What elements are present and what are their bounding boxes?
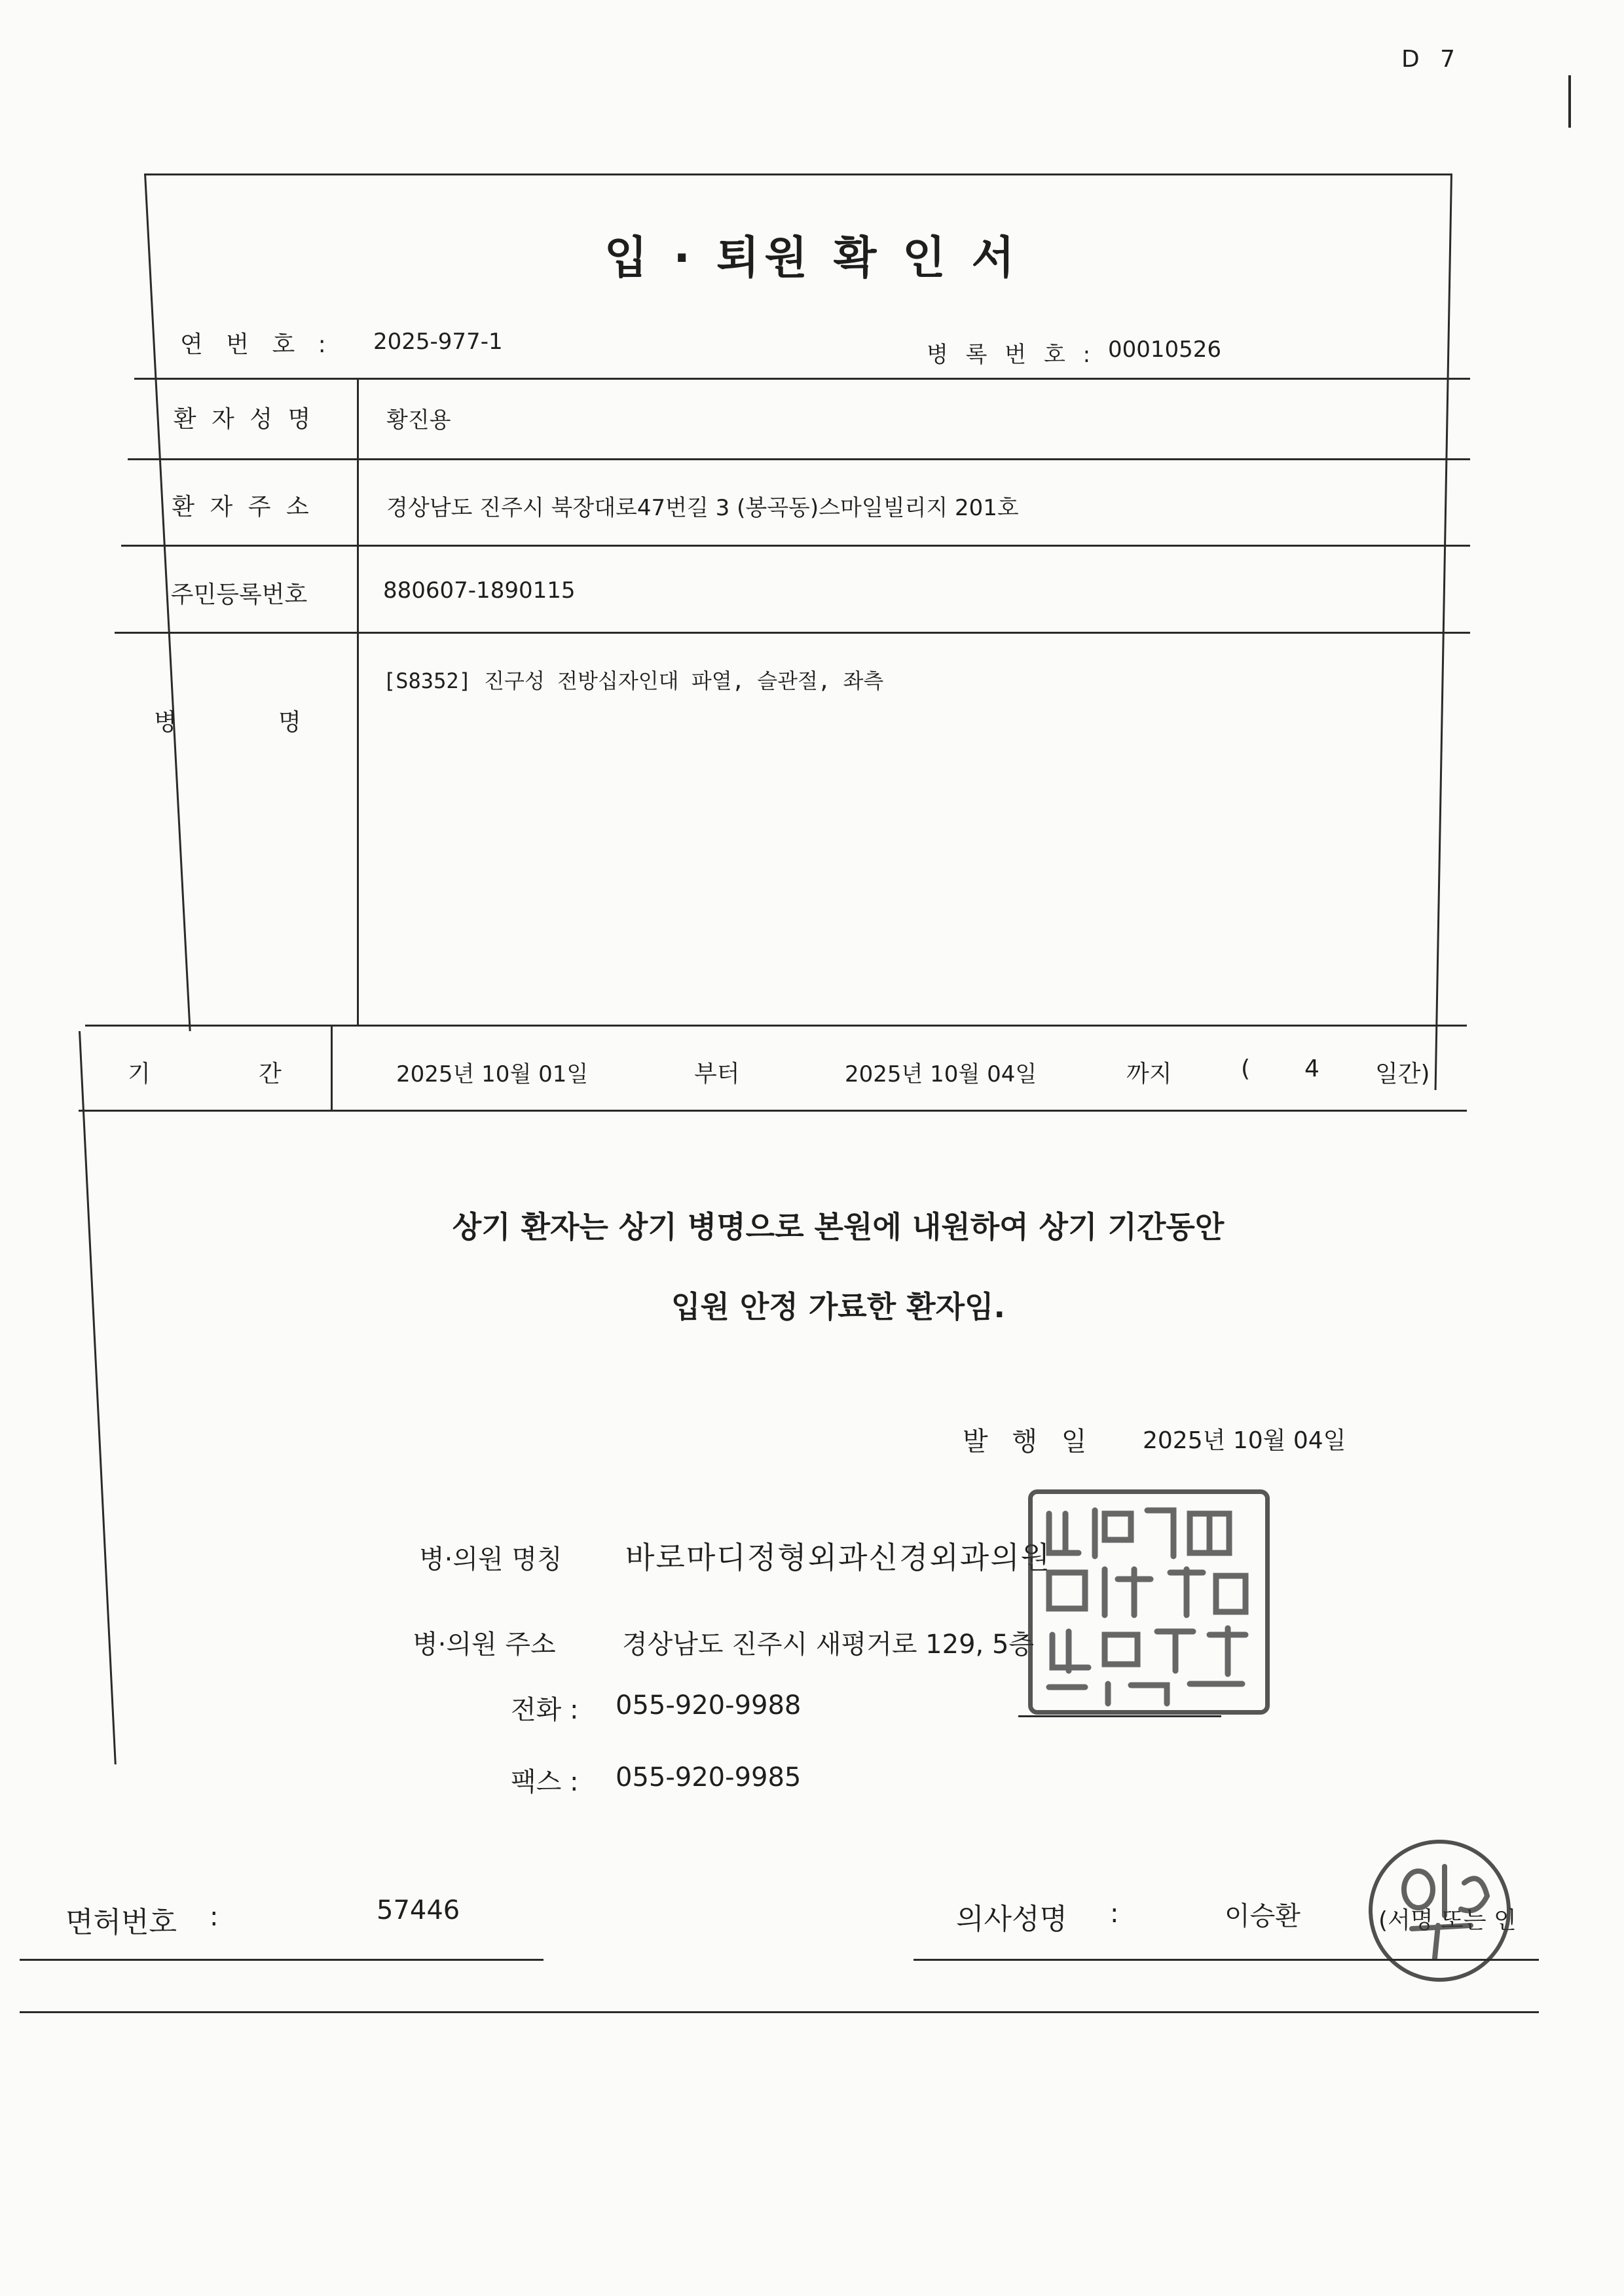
period-end: 2025년 10월 04일 <box>845 1061 1037 1087</box>
table-line-5 <box>85 1025 1467 1027</box>
serial-label: 연 번 호 : <box>180 331 334 358</box>
serial-value: 2025-977-1 <box>373 329 503 355</box>
table-divider <box>357 378 359 1026</box>
record-value: 00010526 <box>1108 337 1222 363</box>
rrn-value: 880607-1890115 <box>383 577 576 604</box>
doctor-underline <box>913 1959 1539 1961</box>
frame-top <box>144 173 1450 175</box>
diagnosis-label-right: 명 <box>278 709 301 736</box>
license-colon: : <box>210 1902 219 1932</box>
patient-name-value: 황진용 <box>386 407 451 433</box>
period-divider <box>331 1025 333 1111</box>
table-line-4 <box>115 632 1470 634</box>
bottom-rule <box>20 2011 1539 2013</box>
sign-note: (서명 또는 인 <box>1378 1907 1517 1934</box>
period-open-paren: ( <box>1241 1055 1251 1082</box>
clinic-name-label: 병·의원 명칭 <box>419 1544 563 1575</box>
period-days-suffix: 일간) <box>1375 1061 1430 1087</box>
clinic-address: 경상남도 진주시 새평거로 129, 5층 <box>622 1630 1035 1660</box>
edge-mark <box>1568 75 1571 128</box>
document-title: 입 · 퇴원 확 인 서 <box>604 232 1020 284</box>
clinic-name: 바로마디정형외과신경외과의원 <box>625 1540 1052 1575</box>
seal-glyphs-icon <box>1033 1494 1265 1710</box>
signature-glyphs-icon <box>1373 1844 1507 1978</box>
issue-label: 발 행 일 <box>963 1427 1095 1457</box>
table-line-3 <box>121 545 1470 547</box>
table-line-6 <box>79 1110 1467 1112</box>
diagnosis-value: [S8352] 진구성 전방십자인대 파열, 슬관절, 좌측 <box>383 668 884 693</box>
frame-left-lower <box>79 1031 117 1764</box>
doctor-label: 의사성명 <box>956 1903 1068 1936</box>
issue-date: 2025년 10월 04일 <box>1143 1427 1346 1454</box>
period-from: 부터 <box>694 1061 740 1087</box>
seal-underline <box>1018 1715 1221 1717</box>
license-number: 57446 <box>377 1895 460 1925</box>
period-to: 까지 <box>1126 1061 1172 1087</box>
period-label-right: 간 <box>259 1061 282 1087</box>
period-days: 4 <box>1304 1055 1320 1082</box>
phone-value: 055-920-9988 <box>616 1690 802 1721</box>
table-line-2 <box>128 458 1470 460</box>
phone-label: 전화 : <box>511 1695 579 1725</box>
period-label-left: 기 <box>128 1061 151 1087</box>
doctor-colon: : <box>1110 1899 1119 1929</box>
fax-label: 팩스 : <box>511 1767 579 1797</box>
page-mark: D 7 <box>1401 46 1462 73</box>
table-line-1 <box>134 378 1470 380</box>
statement-line-1: 상기 환자는 상기 병명으로 본원에 내원하여 상기 기간동안 <box>452 1209 1225 1245</box>
license-label: 면허번호 <box>65 1906 177 1939</box>
fax-value: 055-920-9985 <box>616 1762 802 1793</box>
patient-address-label: 환 자 주 소 <box>172 494 313 520</box>
license-underline <box>20 1959 544 1961</box>
doctor-name: 이승환 <box>1225 1901 1301 1931</box>
diagnosis-label-left: 병 <box>154 709 177 736</box>
clinic-seal <box>1028 1489 1270 1715</box>
patient-name-label: 환 자 성 명 <box>173 406 315 433</box>
period-start: 2025년 10월 01일 <box>396 1061 589 1087</box>
patient-address-value: 경상남도 진주시 북장대로47번길 3 (봉곡동)스마일빌리지 201호 <box>386 495 1019 521</box>
clinic-address-label: 병·의원 주소 <box>413 1630 556 1660</box>
statement-line-2: 입원 안정 가료한 환자임. <box>671 1289 1005 1324</box>
rrn-label: 주민등록번호 <box>170 581 308 608</box>
record-label: 병 록 번 호 : <box>927 342 1096 368</box>
